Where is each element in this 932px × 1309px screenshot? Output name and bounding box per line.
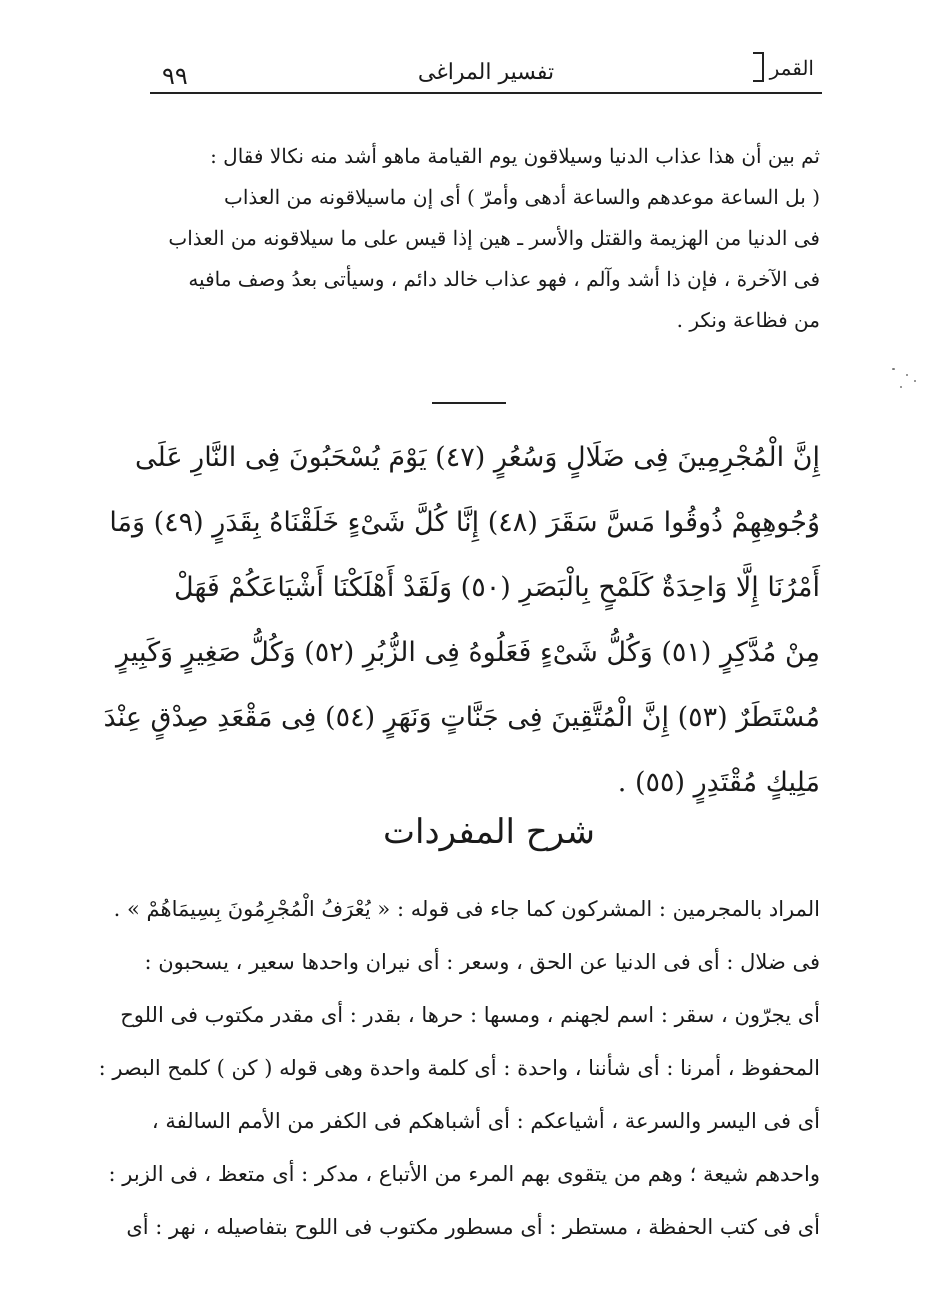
speck xyxy=(906,374,908,376)
intro-line: فى الدنيا من الهزيمة والقتل والأسر ـ هين إذا قيس على ما سيلاقونه من العذاب xyxy=(168,226,820,250)
vocab-line: واحدهم شيعة ؛ وهم من يتقوى بهم المرء من الأتباع ، مدكر : أى متعظ ، فى الزبر : xyxy=(108,1162,820,1186)
verse-line: وُجُوهِهِمْ ذُوقُوا مَسَّ سَقَرَ (٤٨) إِنَّا كُلَّ شَىْءٍ خَلَقْنَاهُ بِقَدَرٍ (٤٩) وَمَا xyxy=(109,507,820,538)
section-heading: شرح المفردات xyxy=(382,812,596,852)
page-number: ٩٩ xyxy=(162,62,188,90)
verse-line: مَلِيكٍ مُقْتَدِرٍ (٥٥) . xyxy=(617,767,820,798)
verse-line: إِنَّ الْمُجْرِمِينَ فِى ضَلَالٍ وَسُعُرٍ (٤٧) يَوْمَ يُسْحَبُونَ فِى النَّارِ عَلَى xyxy=(135,442,820,473)
speck xyxy=(900,386,902,388)
surah-bracket xyxy=(753,52,764,82)
intro-line: من فظاعة ونكر . xyxy=(676,308,820,332)
speck xyxy=(914,380,916,382)
vocab-line: فى ضلال : أى فى الدنيا عن الحق ، وسعر : أى نيران واحدها سعير ، يسحبون : xyxy=(144,950,820,974)
verse-line: مُسْتَطَرٌ (٥٣) إِنَّ الْمُتَّقِينَ فِى جَنَّاتٍ وَنَهَرٍ (٥٤) فِى مَقْعَدِ صِدْقٍ عِنْدَ xyxy=(103,702,820,733)
speck xyxy=(892,368,895,370)
running-title: تفسير المراغى xyxy=(417,60,555,85)
vocab-line: المحفوظ ، أمرنا : أى شأننا ، واحدة : أى كلمة واحدة وهى قوله ( كن ) كلمح البصر : xyxy=(98,1056,820,1080)
vocabulary-explanation xyxy=(98,883,820,1254)
intro-line: ثم بين أن هذا عذاب الدنيا وسيلاقون يوم القيامة ماهو أشد منه نكالا فقال : xyxy=(210,144,820,168)
intro-paragraph xyxy=(158,136,820,341)
intro-line: ( بل الساعة موعدهم والساعة أدهى وأمرّ ) أى إن ماسيلاقونه من العذاب xyxy=(223,185,820,209)
verse-line: أَمْرُنَا إِلَّا وَاحِدَةٌ كَلَمْحٍ بِالْبَصَرِ (٥٠) وَلَقَدْ أَهْلَكْنَا أَشْيَاعَكُمْ فَهَلْ xyxy=(174,572,820,603)
intro-line: فى الآخرة ، فإن ذا أشد وآلم ، فهو عذاب خالد دائم ، وسيأتى بعدُ وصف مافيه xyxy=(188,267,820,291)
scan-noise xyxy=(872,360,932,420)
page-header xyxy=(150,50,822,94)
quran-verses xyxy=(103,425,820,815)
vocab-line: المراد بالمجرمين : المشركون كما جاء فى قوله : « يُعْرَفُ الْمُجْرِمُونَ بِسِيمَاهُمْ » . xyxy=(113,897,820,921)
header-rule xyxy=(150,92,822,94)
vocab-line: أى فى اليسر والسرعة ، أشياعكم : أى أشباهكم فى الكفر من الأمم السالفة ، xyxy=(151,1109,820,1133)
section-divider xyxy=(432,402,506,404)
verse-line: مِنْ مُدَّكِرٍ (٥١) وَكُلُّ شَىْءٍ فَعَلُوهُ فِى الزُّبُرِ (٥٢) وَكُلُّ صَغِيرٍ وَكَبِيرٍ xyxy=(116,637,820,668)
vocab-line: أى يجرّون ، سقر : اسم لجهنم ، ومسها : حرها ، بقدر : أى مقدر مكتوب فى اللوح xyxy=(120,1003,820,1027)
surah-name: القمر xyxy=(769,56,814,80)
vocab-line: أى فى كتب الحفظة ، مستطر : أى مسطور مكتوب فى اللوح بتفاصيله ، نهر : أى xyxy=(126,1215,820,1239)
